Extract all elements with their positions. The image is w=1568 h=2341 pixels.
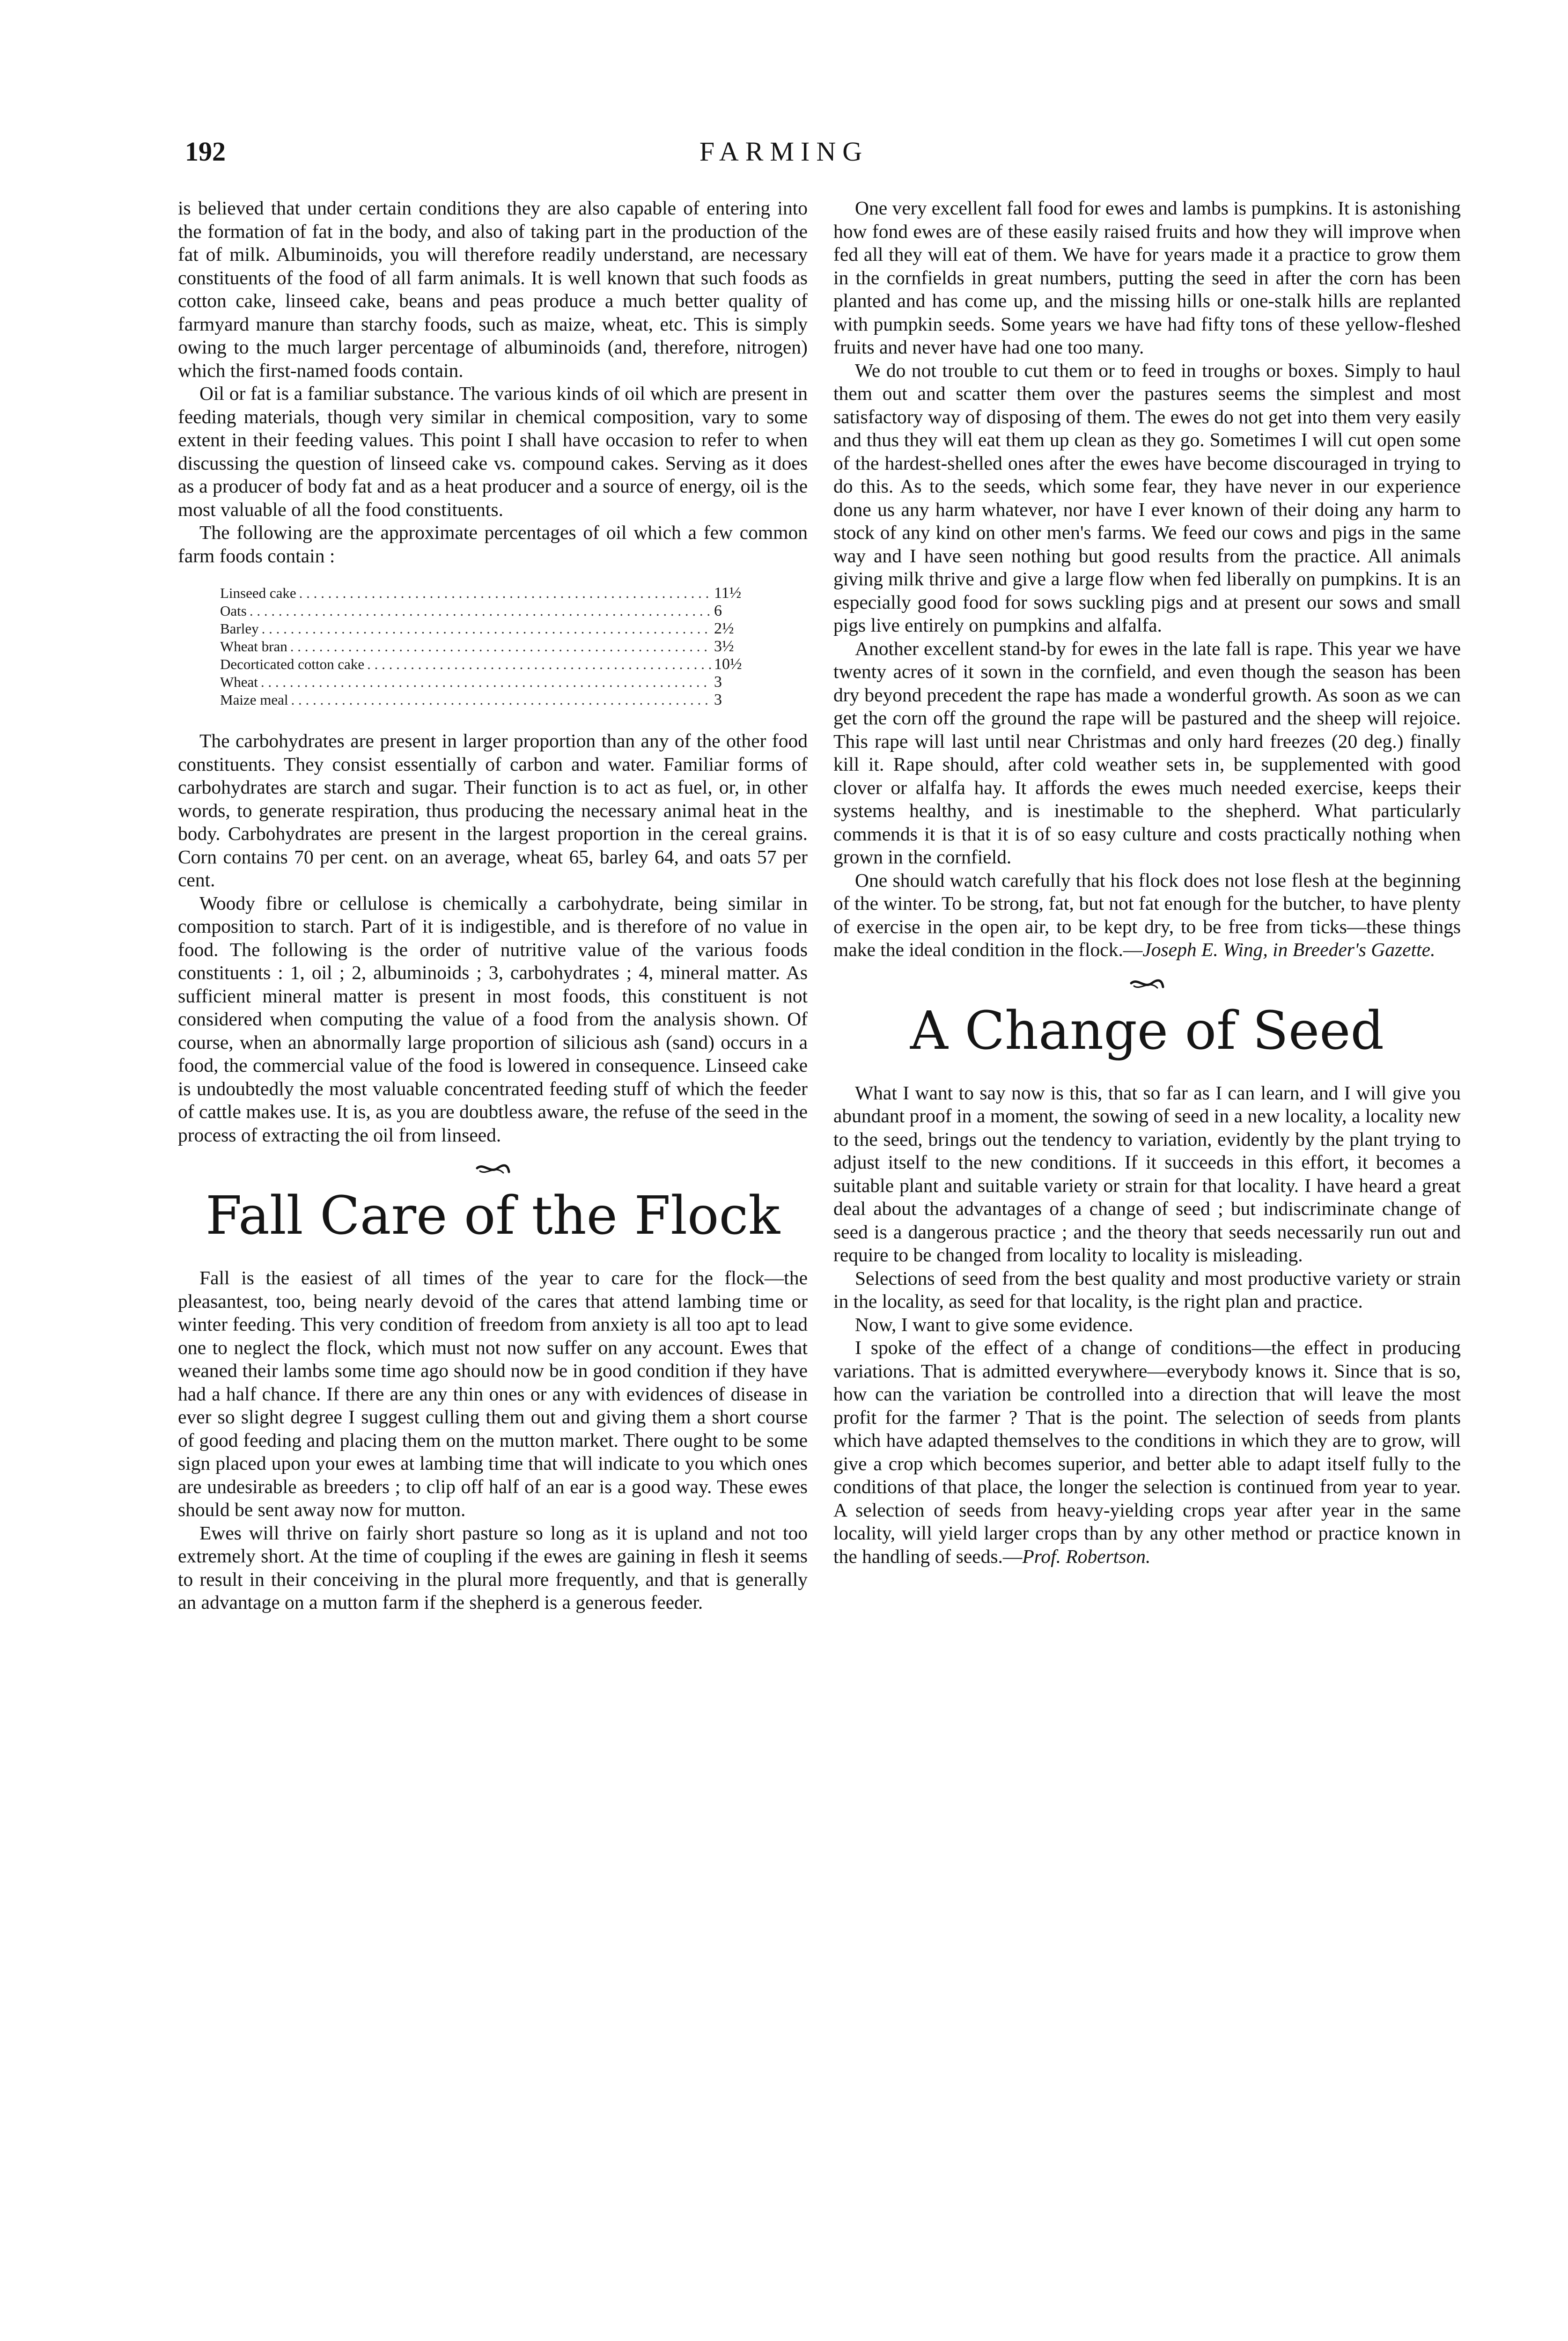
leader-dots	[367, 655, 711, 673]
leader-dots	[261, 673, 711, 691]
paragraph: What I want to say now is this, that so far as I can learn, and I will give you abundant proof in a moment, the sowing of seed in a new locality, a locality new to the seed, brings out the tendency to variation, evidently by the plant trying to adjust itself to the new conditions. If it succeeds in this effort, it becomes a suitable plant and suitable variety or strain for that locality. I have heard a great deal about the advantages of a change of seed ; but indiscriminate change of seed is a dangerous practice ; and the theory that seeds necessarily run out and require to be changed from locality to locality is misleading.	[833, 1082, 1461, 1266]
leader-dots	[262, 620, 711, 638]
paragraph: Selections of seed from the best quality and most productive variety or strain in the locality, as seed for that locality, is the right plan and practice.	[833, 1267, 1461, 1312]
oil-table-value: 6	[714, 602, 722, 619]
oil-table-value: 10½	[714, 655, 742, 673]
oil-table-row	[220, 620, 751, 638]
leader-dots	[250, 602, 711, 620]
oil-table-row	[220, 691, 751, 709]
oil-table-row	[220, 673, 751, 691]
oil-table-value: 3	[714, 673, 722, 691]
paragraph	[833, 1336, 1461, 1568]
oil-table-row	[220, 584, 751, 602]
paragraph: Now, I want to give some evidence.	[855, 1313, 1134, 1335]
paragraph	[833, 869, 1461, 962]
article-title: A Change of Seed	[910, 1000, 1384, 1061]
running-head: FARMING	[699, 136, 869, 167]
paragraph: We do not trouble to cut them or to feed in troughs or boxes. Simply to haul them out and scatter them over the pastures seems the simplest and most satisfactory way of disposing of them. The ewes do not get into them very easily and thus they will eat them up clean as they go. Sometimes I will cut open some of the hardest-shelled ones after the ewes have become discouraged in trying to do this. As to the seeds, which some fear, they have never in our experience done us any harm whatever, nor have I ever known of their doing any harm to stock of any kind on other men's farms. We feed our cows and pigs in the same way and I have seen nothing but good results from the practice. All animals giving milk thrive and give a large flow when fed liberally on pumpkins. It is an especially good food for sows suckling pigs and at present our sows and small pigs live entirely on pumpkins and alfalfa.	[833, 359, 1461, 636]
paragraph: Fall is the easiest of all times of the year to care for the flock—the pleasantest, too, being nearly devoid of the cares that attend lambing time or winter feeding. This very condition of freedom from anxiety is all too apt to lead one to neglect the flock, which must not now suffer on any account. Ewes that weaned their lambs some time ago should now be in good condition if they have had a half chance. If there are any thin ones or any with evidences of disease in ever so slight degree I suggest culling them out and giving them a short course of good feeding and placing them on the mutton market. There ought to be some sign placed upon your ewes at lambing time that will indicate to you which ones are undesirable as breeders ; to clip off half of an ear is a good way. These ewes should be sent away now for mutton.	[178, 1267, 808, 1520]
left-column	[178, 197, 808, 1614]
oil-table-food: Maize meal	[220, 692, 288, 708]
oil-table-value: 11½	[714, 584, 742, 602]
paragraph: One very excellent fall food for ewes and lambs is pumpkins. It is astonishing how fond ewes are of these easily raised fruits and how they will improve when fed all they will eat of them. We have for years made it a practice to grow them in the cornfields in great numbers, putting the seed in after the corn has been planted and has come up, and the missing hills or one-stalk hills are replanted with pumpkin seeds. Some years we have had fifty tons of these yellow-fleshed fruits and never have had one too many.	[833, 197, 1461, 358]
oil-table-food: Oats	[220, 603, 247, 619]
paragraph-text: I spoke of the effect of a change of conditions—the effect in producing variations. That is admitted everywhere—everybody knows it. Since that is so, how can the variation be controlled into a direction that will leave the most profit for the farmer ? That is the point. The selection of seeds from plants which have adapted themselves to the conditions in which they are to grow, will give a crop which becomes superior, and better able to adapt itself fully to the conditions of that place, the longer the selection is continued from year to year. A selection of seeds from heavy-yielding crops year after year in the same locality, will yield larger crops than by any other method or practice known in the handling of seeds.—	[833, 1337, 1461, 1567]
ornament-swash-icon	[178, 1161, 808, 1185]
paragraph: is believed that under certain conditions they are also capable of entering into the formation of fat in the body, and also of taking part in the production of the fat of milk. Albuminoids, you will therefore readily understand, are necessary constituents of the food of all farm animals. It is well known that such foods as cotton cake, linseed cake, beans and peas produce a much better quality of farmyard manure than starchy foods, such as maize, wheat, etc. This is simply owing to the much larger percentage of albuminoids (and, therefore, nitrogen) which the first-named foods contain.	[178, 197, 808, 381]
paragraph: The following are the approximate percentages of oil which a few common farm foods contain :	[178, 522, 808, 567]
oil-table-food: Wheat	[220, 674, 258, 690]
oil-table-row	[220, 602, 751, 620]
oil-table-value: 2½	[714, 620, 734, 637]
article-title: Fall Care of the Flock	[205, 1185, 780, 1246]
oil-table-row	[220, 655, 751, 673]
oil-table	[220, 584, 751, 709]
oil-table-value: 3	[714, 691, 722, 708]
leader-dots	[291, 691, 711, 709]
paragraph-text: One should watch carefully that his flock does not lose flesh at the beginning of the winter. To be strong, fat, but not fat enough for the butcher, to have plenty of exercise in the open air, to be kept dry, to be free from ticks—these things make the ideal condition in the flock.—	[833, 869, 1461, 960]
right-column	[833, 197, 1461, 1568]
paragraph: Another excellent stand-by for ewes in the late fall is rape. This year we have twenty acres of it sown in the cornfield, and even though the season has been dry beyond precedent the rape has made a wonderful growth. As soon as we can get the corn off the ground the rape will be pastured and the sheep will rejoice. This rape will last until near Christmas and only hard freezes (20 deg.) finally kill it. Rape should, after cold weather sets in, be supplemented with good clover or alfalfa hay. It affords the ewes much needed exercise, keeps their systems healthy, and is inestimable to the shepherd. What particularly commends it is that it is of so easy culture and costs practically nothing when grown in the cornfield.	[833, 637, 1461, 868]
paragraph: Woody fibre or cellulose is chemically a carbohydrate, being similar in composition to starch. Part of it is indigestible, and is therefore of no value in food. The following is the order of nutritive value of the various foods constituents : 1, oil ; 2, albuminoids ; 3, carbohydrates ; 4, mineral matter. As sufficient mineral matter is present in most foods, this constituent is not considered when computing the value of a food from the analysis shown. Of course, when an abnormally large proportion of silicious ash (sand) occurs in a food, the commercial value of the food is lowered in consequence. Linseed cake is undoubtedly the most valuable concentrated feeding stuff of which the feeder of cattle makes use. It is, as you are doubtless aware, the refuse of the seed in the process of extracting the oil from linseed.	[178, 892, 808, 1146]
leader-dots	[299, 584, 711, 602]
oil-table-food: Linseed cake	[220, 585, 296, 601]
page-number: 192	[185, 136, 226, 167]
oil-table-value: 3½	[714, 638, 734, 655]
oil-table-row	[220, 638, 751, 655]
ornament-swash-icon	[833, 976, 1461, 1000]
author-credit: Joseph E. Wing, in Breeder's Gazette.	[1142, 939, 1435, 960]
oil-table-food: Wheat bran	[220, 638, 287, 655]
leader-dots	[290, 638, 711, 655]
paragraph: The carbohydrates are present in larger proportion than any of the other food constituents. They consist essentially of carbon and water. Familiar forms of carbohydrates are starch and sugar. Their function is to act as fuel, or, in other words, to generate respiration, thus producing the necessary animal heat in the body. Carbohydrates are present in the largest proportion in the cereal grains. Corn contains 70 per cent. on an average, wheat 65, barley 64, and oats 57 per cent.	[178, 730, 808, 891]
oil-table-food: Barley	[220, 620, 259, 637]
paragraph: Ewes will thrive on fairly short pasture so long as it is upland and not too extremely short. At the time of coupling if the ewes are gaining in flesh it seems to result in their conceiving in the plural more frequently, and that is generally an advantage on a mutton farm if the shepherd is a generous feeder.	[178, 1522, 808, 1613]
author-credit: Prof. Robertson.	[1022, 1545, 1151, 1567]
oil-table-food: Decorticated cotton cake	[220, 656, 365, 672]
paragraph: Oil or fat is a familiar substance. The various kinds of oil which are present in feeding materials, though very similar in chemical composition, vary to some extent in their feeding values. This point I shall have occasion to refer to when discussing the question of linseed cake vs. compound cakes. Serving as it does as a producer of body fat and as a heat producer and a source of energy, oil is the most valuable of all the food constituents.	[178, 383, 808, 520]
